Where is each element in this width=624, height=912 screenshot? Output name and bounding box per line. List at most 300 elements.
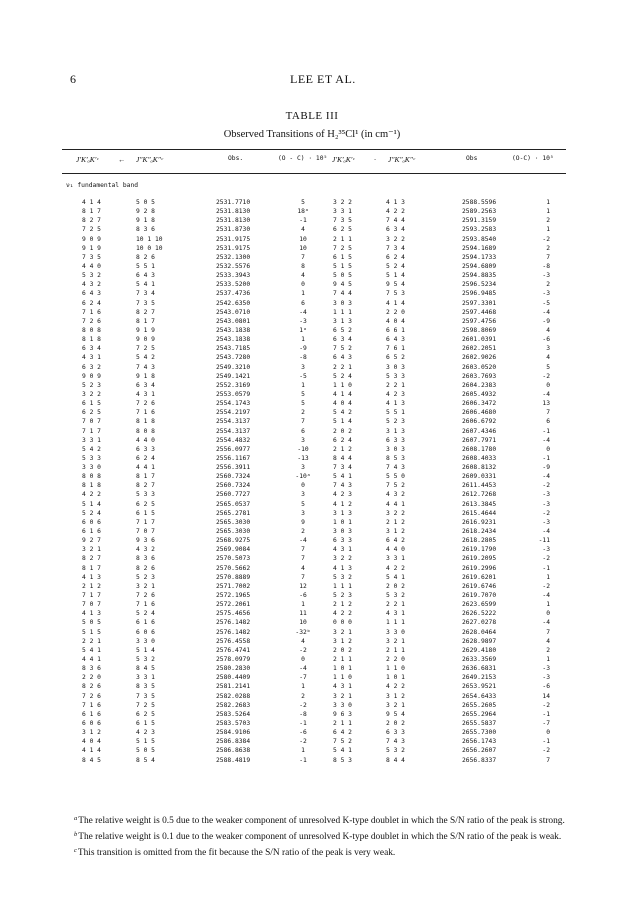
cell-upper-level: 1 1 0: [333, 674, 352, 682]
cell-obs-value: 2611.4453: [462, 482, 497, 490]
cell-obs-value: 2636.6831: [462, 665, 497, 673]
table-row: [0, 600, 624, 609]
cell-upper-level: 4 1 4: [82, 199, 101, 206]
header-lower-level-left: J″K″ₐK″ᶜ: [136, 155, 163, 164]
cell-obs-value: 2616.9231: [462, 518, 497, 526]
cell-o-minus-c: 14: [542, 692, 550, 700]
cell-obs-value: 2580.2830: [216, 665, 251, 673]
cell-upper-level: 9 4 5: [333, 281, 352, 289]
cell-o-minus-c: -3: [542, 546, 550, 554]
cell-o-minus-c: 2: [546, 244, 550, 252]
table-row: [0, 682, 624, 691]
cell-upper-level: 7 4 4: [333, 290, 352, 298]
cell-lower-level: 6 4 3: [136, 272, 155, 280]
cell-upper-level: 7 0 7: [82, 601, 101, 609]
cell-upper-level: 1 1 1: [333, 582, 352, 590]
cell-obs-value: 2594.6809: [462, 262, 497, 270]
transitions-table: [0, 198, 624, 804]
cell-lower-level: 6 2 4: [136, 454, 155, 462]
cell-lower-level: 9 1 8: [136, 372, 155, 380]
table-header-rule: [62, 173, 566, 174]
cell-obs-value: 2554.3137: [216, 427, 251, 435]
cell-o-minus-c: -1: [542, 564, 550, 572]
table-top-rule: [62, 149, 566, 150]
cell-obs-value: 2565.2781: [216, 509, 251, 517]
cell-upper-level: 4 3 2: [82, 281, 101, 289]
cell-upper-level: 6 4 3: [333, 354, 352, 362]
cell-o-minus-c: 1: [546, 656, 550, 663]
table-row: [0, 472, 624, 481]
cell-lower-level: 4 3 1: [136, 390, 155, 398]
cell-upper-level: 8 1 8: [82, 336, 101, 344]
cell-obs-value: 2618.2434: [462, 528, 497, 536]
cell-o-minus-c: -1: [542, 710, 550, 718]
cell-upper-level: 6 3 3: [333, 537, 352, 545]
cell-obs-value: 2619.2095: [462, 555, 497, 563]
cell-lower-level: 4 2 2: [386, 208, 405, 216]
cell-o-minus-c: 0: [546, 445, 550, 453]
cell-lower-level: 6 2 4: [386, 253, 405, 261]
cell-lower-level: 4 4 0: [136, 436, 155, 444]
cell-obs-value: 2542.6350: [216, 299, 251, 307]
cell-o-minus-c: -2: [299, 646, 307, 654]
cell-o-minus-c: 3: [301, 509, 305, 517]
cell-o-minus-c: 1: [301, 290, 305, 298]
running-head-authors: LEE ET AL.: [290, 72, 356, 86]
cell-upper-level: 7 0 7: [82, 418, 101, 426]
cell-o-minus-c: 3: [301, 436, 305, 444]
cell-upper-level: 4 1 3: [82, 573, 101, 581]
cell-upper-level: 7 1 6: [82, 701, 101, 709]
cell-lower-level: 8 1 7: [136, 317, 155, 325]
cell-o-minus-c: -2: [542, 582, 550, 590]
cell-o-minus-c: -1: [299, 756, 307, 764]
cell-upper-level: 5 2 4: [333, 372, 352, 380]
cell-o-minus-c: 2: [301, 528, 305, 536]
cell-obs-value: 2604.2383: [462, 381, 497, 389]
cell-obs-value: 2533.3943: [216, 272, 251, 280]
cell-obs-value: 2569.9084: [216, 546, 251, 554]
cell-obs-value: 2532.1300: [216, 253, 251, 261]
cell-lower-level: 2 2 0: [386, 308, 405, 316]
cell-upper-level: 1 0 1: [333, 518, 352, 526]
cell-obs-value: 2576.4741: [216, 646, 251, 654]
table-row: [0, 554, 624, 563]
cell-obs-value: 2568.9275: [216, 537, 251, 545]
table-row: [0, 664, 624, 673]
cell-upper-level: 3 0 3: [333, 299, 352, 307]
cell-upper-level: 2 1 1: [333, 719, 352, 727]
cell-upper-level: 5 4 1: [333, 473, 352, 481]
table-row: [0, 417, 624, 426]
cell-lower-level: 7 4 3: [386, 738, 405, 746]
cell-lower-level: 5 4 1: [136, 281, 155, 289]
cell-obs-value: 2609.0331: [462, 473, 497, 481]
cell-lower-level: 5 0 5: [136, 199, 155, 206]
cell-lower-level: 3 2 1: [136, 582, 155, 590]
cell-upper-level: 5 0 5: [333, 272, 352, 280]
cell-lower-level: 7 2 5: [136, 701, 155, 709]
cell-o-minus-c: 7: [301, 253, 305, 261]
cell-o-minus-c: -2: [542, 482, 550, 490]
cell-o-minus-c: 10: [299, 619, 307, 627]
cell-upper-level: 3 0 3: [333, 528, 352, 536]
cell-o-minus-c: -4: [299, 665, 307, 673]
cell-upper-level: 4 0 4: [82, 738, 101, 746]
cell-o-minus-c: -4: [542, 436, 550, 444]
cell-lower-level: 2 2 1: [386, 601, 405, 609]
cell-obs-value: 2649.2153: [462, 674, 497, 682]
cell-upper-level: 4 1 4: [82, 747, 101, 755]
cell-lower-level: 4 3 2: [136, 546, 155, 554]
table-row: [0, 673, 624, 682]
cell-obs-value: 2576.4558: [216, 637, 251, 645]
cell-obs-value: 2543.0710: [216, 308, 251, 316]
cell-o-minus-c: 7: [546, 628, 550, 636]
cell-upper-level: 8 4 4: [333, 454, 352, 462]
cell-obs-value: 2560.7324: [216, 482, 251, 490]
cell-obs-value: 2576.1482: [216, 619, 251, 627]
cell-obs-value: 2580.4409: [216, 674, 251, 682]
cell-obs-value: 2586.8384: [216, 738, 251, 746]
header-upper-level-left: J′K′ₐK′ᶜ: [76, 155, 99, 164]
cell-lower-level: 7 4 4: [386, 217, 405, 225]
cell-obs-value: 2619.7070: [462, 592, 497, 600]
cell-obs-value: 2554.1743: [216, 400, 251, 408]
table-row: [0, 198, 624, 207]
table-row: [0, 746, 624, 755]
cell-o-minus-c: 1: [301, 336, 305, 344]
table-row: [0, 545, 624, 554]
section-label: ν₁ fundamental band: [66, 182, 139, 189]
cell-o-minus-c: 0: [546, 729, 550, 737]
cell-lower-level: 9 5 4: [386, 281, 405, 289]
cell-obs-value: 2602.9026: [462, 354, 497, 362]
cell-lower-level: 8 2 7: [136, 308, 155, 316]
cell-obs-value: 2576.1482: [216, 628, 251, 636]
cell-lower-level: 5 1 5: [136, 738, 155, 746]
cell-obs-value: 2606.6792: [462, 418, 497, 426]
cell-obs-value: 2628.9897: [462, 637, 497, 645]
cell-upper-level: 2 2 1: [82, 637, 101, 645]
cell-lower-level: 5 4 1: [386, 573, 405, 581]
table-row: [0, 573, 624, 582]
cell-lower-level: 7 5 3: [386, 290, 405, 298]
table-caption: Observed Transitions of H₂³⁵Cl¹ (in cm⁻¹): [223, 129, 401, 140]
table-row: [0, 582, 624, 591]
cell-obs-value: 2606.4680: [462, 409, 497, 417]
table-label: TABLE III: [285, 110, 339, 122]
cell-lower-level: 7 2 5: [136, 345, 155, 353]
cell-upper-level: 3 2 2: [333, 199, 352, 206]
table-row: [0, 564, 624, 573]
cell-upper-level: 5 3 2: [333, 573, 352, 581]
cell-upper-level: 4 1 3: [333, 564, 352, 572]
cell-upper-level: 3 1 3: [333, 317, 352, 325]
footnote-text: The relative weight is 0.1 due to the weaker component of unresolved K-type doublet in which the S/N ratio of the peak is weak.: [78, 832, 562, 843]
cell-o-minus-c: -4: [299, 308, 307, 316]
cell-obs-value: 2653.9521: [462, 683, 497, 691]
footnote-mark: b: [74, 831, 78, 839]
cell-o-minus-c: -3: [542, 491, 550, 499]
cell-obs-value: 2606.3472: [462, 400, 497, 408]
cell-lower-level: 3 0 3: [386, 363, 405, 371]
cell-lower-level: 5 5 0: [386, 473, 405, 481]
cell-o-minus-c: 5: [301, 400, 305, 408]
cell-lower-level: 7 2 6: [136, 400, 155, 408]
cell-o-minus-c: -11: [538, 537, 550, 545]
table-row: [0, 628, 624, 637]
cell-upper-level: 4 1 4: [333, 390, 352, 398]
cell-o-minus-c: -9: [542, 464, 550, 472]
cell-lower-level: 6 3 3: [386, 436, 405, 444]
cell-obs-value: 2593.8540: [462, 235, 497, 243]
cell-o-minus-c: 0: [301, 281, 305, 289]
cell-lower-level: 9 1 9: [136, 326, 155, 334]
cell-o-minus-c: 1: [546, 199, 550, 206]
cell-lower-level: 1 0 1: [386, 674, 405, 682]
table-row: [0, 490, 624, 499]
cell-obs-value: 2596.5234: [462, 281, 497, 289]
cell-obs-value: 2531.8130: [216, 217, 251, 225]
cell-upper-level: 2 2 1: [333, 363, 352, 371]
cell-obs-value: 2531.7710: [216, 199, 251, 206]
footnote-b: [66, 828, 566, 844]
cell-upper-level: 7 5 2: [333, 738, 352, 746]
cell-o-minus-c: 6: [301, 299, 305, 307]
cell-lower-level: 3 3 1: [136, 674, 155, 682]
cell-obs-value: 2556.3911: [216, 464, 251, 472]
cell-upper-level: 1 0 1: [333, 665, 352, 673]
cell-o-minus-c: 7: [546, 253, 550, 261]
cell-o-minus-c: -1: [299, 217, 307, 225]
cell-o-minus-c: 5: [546, 363, 550, 371]
cell-upper-level: 9 2 7: [82, 537, 101, 545]
cell-o-minus-c: -8: [299, 710, 307, 718]
cell-o-minus-c: -6: [542, 336, 550, 344]
cell-upper-level: 2 1 2: [82, 582, 101, 590]
cell-lower-level: 4 1 3: [386, 400, 405, 408]
cell-obs-value: 2615.4644: [462, 509, 497, 517]
cell-o-minus-c: 1: [546, 208, 550, 216]
cell-obs-value: 2586.8638: [216, 747, 251, 755]
cell-o-minus-c: 0: [301, 656, 305, 663]
cell-upper-level: 4 2 2: [82, 491, 101, 499]
cell-obs-value: 2543.7185: [216, 345, 251, 353]
cell-upper-level: 4 3 1: [333, 683, 352, 691]
cell-lower-level: 8 1 8: [136, 418, 155, 426]
cell-o-minus-c: -1: [299, 719, 307, 727]
table-row: [0, 308, 624, 317]
table-row: [0, 719, 624, 728]
cell-o-minus-c: 4: [546, 326, 550, 334]
cell-upper-level: 1 1 0: [333, 381, 352, 389]
cell-upper-level: 4 3 1: [333, 546, 352, 554]
cell-upper-level: 7 1 7: [82, 592, 101, 600]
cell-upper-level: 5 3 2: [82, 272, 101, 280]
cell-lower-level: 5 5 1: [386, 409, 405, 417]
cell-obs-value: 2581.2141: [216, 683, 251, 691]
cell-upper-level: 7 2 6: [82, 692, 101, 700]
cell-upper-level: 0 0 0: [333, 619, 352, 627]
cell-lower-level: 6 3 4: [386, 226, 405, 234]
cell-lower-level: 3 2 1: [386, 701, 405, 709]
cell-lower-level: 7 3 5: [136, 692, 155, 700]
cell-upper-level: 8 1 7: [82, 564, 101, 572]
cell-obs-value: 2612.7268: [462, 491, 497, 499]
table-row: [0, 701, 624, 710]
table-row: [0, 454, 624, 463]
table-row: [0, 500, 624, 509]
table-row: [0, 445, 624, 454]
cell-lower-level: 2 1 2: [386, 518, 405, 526]
cell-o-minus-c: 7: [301, 573, 305, 581]
cell-o-minus-c: -8: [542, 262, 550, 270]
cell-o-minus-c: 7: [546, 756, 550, 764]
cell-o-minus-c: 6: [301, 427, 305, 435]
cell-o-minus-c: -2: [542, 509, 550, 517]
cell-upper-level: 7 2 5: [333, 244, 352, 252]
cell-obs-value: 2543.1838: [216, 336, 251, 344]
cell-lower-level: 5 3 2: [136, 656, 155, 663]
cell-obs-value: 2655.2964: [462, 710, 497, 718]
cell-o-minus-c: 4: [546, 637, 550, 645]
cell-upper-level: 8 0 8: [82, 326, 101, 334]
cell-o-minus-c: 5: [301, 500, 305, 508]
cell-upper-level: 3 2 2: [82, 390, 101, 398]
cell-upper-level: 6 3 4: [82, 345, 101, 353]
cell-o-minus-c: -6: [299, 592, 307, 600]
cell-o-minus-c: 2: [546, 217, 550, 225]
cell-o-minus-c: 4: [301, 272, 305, 280]
cell-upper-level: 8 4 5: [82, 756, 101, 764]
table-row: [0, 527, 624, 536]
cell-lower-level: 7 2 6: [136, 592, 155, 600]
cell-upper-level: 2 0 2: [333, 646, 352, 654]
header-oc-left: (O - C) · 10⁵: [278, 155, 328, 162]
footnote-mark: c: [74, 847, 77, 855]
cell-upper-level: 4 2 3: [333, 491, 352, 499]
cell-lower-level: 3 3 1: [386, 555, 405, 563]
table-row: [0, 363, 624, 372]
cell-lower-level: 5 1 4: [136, 646, 155, 654]
cell-obs-value: 2608.8132: [462, 464, 497, 472]
cell-lower-level: 5 2 3: [386, 418, 405, 426]
cell-obs-value: 2607.4346: [462, 427, 497, 435]
table-row: [0, 381, 624, 390]
cell-o-minus-c: -8: [299, 354, 307, 362]
cell-obs-value: 2593.2583: [462, 226, 497, 234]
cell-lower-level: 7 1 6: [136, 601, 155, 609]
cell-obs-value: 2549.3210: [216, 363, 251, 371]
cell-o-minus-c: 1ᵃ: [299, 326, 307, 334]
cell-obs-value: 2603.0520: [462, 363, 497, 371]
cell-lower-level: 5 0 5: [136, 747, 155, 755]
cell-lower-level: 5 3 2: [386, 592, 405, 600]
cell-lower-level: 8 4 4: [386, 756, 405, 764]
cell-upper-level: 8 1 7: [82, 208, 101, 216]
cell-o-minus-c: -4: [542, 473, 550, 481]
cell-o-minus-c: 7: [301, 555, 305, 563]
cell-obs-value: 2537.4736: [216, 290, 251, 298]
cell-upper-level: 5 0 5: [82, 619, 101, 627]
cell-o-minus-c: -1: [542, 738, 550, 746]
cell-o-minus-c: -2: [542, 372, 550, 380]
cell-lower-level: 6 1 5: [136, 509, 155, 517]
cell-o-minus-c: -2: [542, 235, 550, 243]
cell-o-minus-c: -2: [542, 747, 550, 755]
cell-o-minus-c: -3: [542, 290, 550, 298]
cell-upper-level: 9 1 9: [82, 244, 101, 252]
cell-o-minus-c: 12: [299, 582, 307, 590]
footnote-c: [66, 844, 566, 860]
cell-lower-level: 3 3 0: [136, 637, 155, 645]
cell-o-minus-c: 2: [301, 692, 305, 700]
cell-lower-level: 5 3 3: [386, 372, 405, 380]
cell-o-minus-c: 0: [301, 482, 305, 490]
cell-o-minus-c: -1: [542, 454, 550, 462]
cell-obs-value: 2619.1790: [462, 546, 497, 554]
cell-upper-level: 6 5 2: [333, 326, 352, 334]
cell-obs-value: 2578.0979: [216, 656, 251, 663]
cell-upper-level: 4 3 1: [82, 354, 101, 362]
cell-o-minus-c: -5: [299, 372, 307, 380]
cell-lower-level: 5 3 2: [386, 747, 405, 755]
cell-lower-level: 6 4 3: [386, 336, 405, 344]
table-row: [0, 408, 624, 417]
cell-o-minus-c: -10ᵃ: [295, 473, 311, 481]
table-row: [0, 692, 624, 701]
cell-lower-level: 4 4 1: [386, 500, 405, 508]
cell-upper-level: 3 3 1: [82, 436, 101, 444]
cell-o-minus-c: -3: [299, 317, 307, 325]
cell-obs-value: 2628.0464: [462, 628, 497, 636]
cell-obs-value: 2656.1743: [462, 738, 497, 746]
cell-lower-level: 6 3 4: [136, 381, 155, 389]
cell-upper-level: 6 0 6: [82, 719, 101, 727]
cell-upper-level: 5 2 3: [82, 381, 101, 389]
cell-lower-level: 5 5 1: [136, 262, 155, 270]
cell-obs-value: 2608.1780: [462, 445, 497, 453]
cell-o-minus-c: -3: [542, 518, 550, 526]
cell-upper-level: 6 4 3: [82, 290, 101, 298]
table-row: [0, 591, 624, 600]
cell-obs-value: 2554.4832: [216, 436, 251, 444]
cell-lower-level: 6 1 5: [136, 719, 155, 727]
page-number: 6: [70, 72, 76, 86]
cell-obs-value: 2591.3159: [462, 217, 497, 225]
cell-o-minus-c: -1: [542, 427, 550, 435]
cell-lower-level: 9 2 8: [136, 208, 155, 216]
cell-lower-level: 5 2 3: [136, 573, 155, 581]
cell-upper-level: 5 4 2: [333, 409, 352, 417]
cell-o-minus-c: 3: [301, 491, 305, 499]
cell-obs-value: 2589.2563: [462, 208, 497, 216]
cell-obs-value: 2554.2197: [216, 409, 251, 417]
cell-lower-level: 7 3 4: [136, 290, 155, 298]
cell-o-minus-c: 1: [546, 226, 550, 234]
cell-o-minus-c: -4: [542, 619, 550, 627]
cell-obs-value: 2549.1421: [216, 372, 251, 380]
cell-upper-level: 5 3 3: [82, 454, 101, 462]
cell-lower-level: 5 1 4: [386, 272, 405, 280]
cell-upper-level: 2 1 1: [333, 656, 352, 663]
cell-upper-level: 3 3 0: [333, 701, 352, 709]
cell-lower-level: 8 5 4: [136, 756, 155, 764]
cell-upper-level: 6 1 5: [82, 400, 101, 408]
cell-obs-value: 2531.9175: [216, 244, 251, 252]
cell-upper-level: 3 3 0: [82, 464, 101, 472]
